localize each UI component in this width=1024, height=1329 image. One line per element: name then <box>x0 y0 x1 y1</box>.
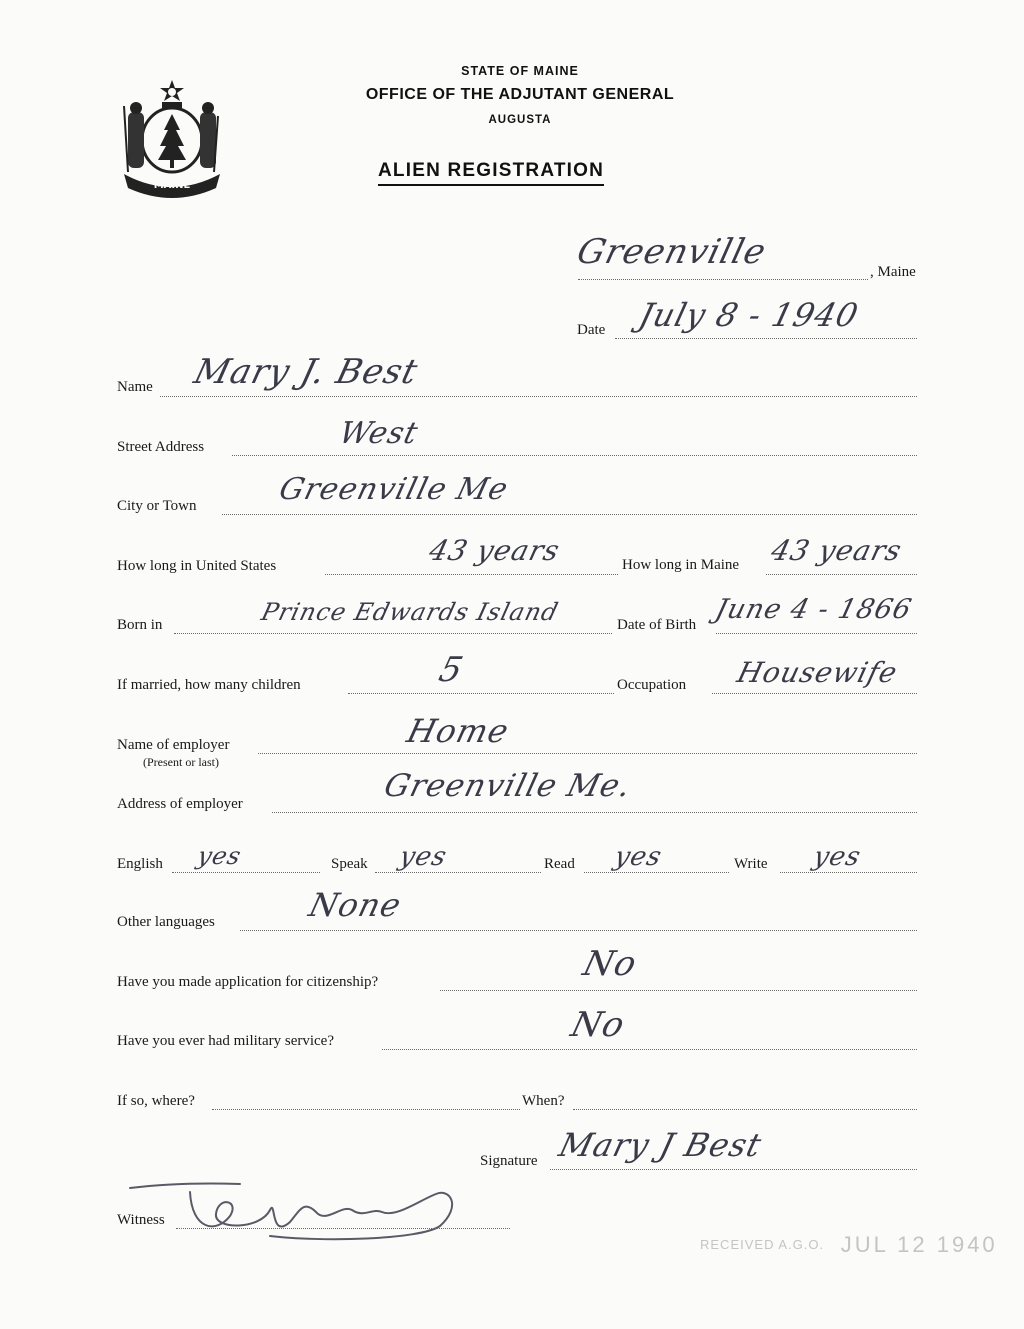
how-long-maine-label: How long in Maine <box>622 557 740 573</box>
children-line <box>348 693 614 694</box>
employer-address-line <box>272 812 917 813</box>
date-of-birth-label: Date of Birth <box>617 617 697 633</box>
date-label: Date <box>577 322 606 338</box>
witness-signature-icon <box>120 1170 480 1250</box>
date-value: July 8 - 1940 <box>635 296 863 334</box>
if-so-where-line <box>212 1109 520 1110</box>
children-label: If married, how many children <box>117 677 301 693</box>
how-long-us-line <box>325 574 618 575</box>
english-value: yes <box>194 842 245 870</box>
military-label: Have you ever had military service? <box>117 1033 334 1049</box>
read-line <box>584 872 729 873</box>
received-stamp <box>700 1232 998 1258</box>
date-line <box>615 338 917 339</box>
write-value: yes <box>810 842 865 872</box>
town-value: Greenville <box>573 232 771 272</box>
military-line <box>382 1049 917 1050</box>
street-address-value: West <box>335 416 422 451</box>
signature-line <box>550 1169 917 1170</box>
date-of-birth-line <box>716 633 917 634</box>
english-line <box>172 872 320 873</box>
speak-line <box>375 872 541 873</box>
other-languages-line <box>240 930 917 931</box>
state-heading: STATE OF MAINE <box>461 64 579 78</box>
when-label: When? <box>522 1093 565 1109</box>
name-line <box>160 396 917 397</box>
born-in-line <box>174 633 612 634</box>
born-in-value: Prince Edwards Island <box>258 598 562 626</box>
occupation-label: Occupation <box>617 677 687 693</box>
date-of-birth-value: June 4 - 1866 <box>712 594 916 625</box>
if-so-where-label: If so, where? <box>117 1093 195 1109</box>
speak-value: yes <box>396 842 451 872</box>
citizenship-label: Have you made application for citizenship? <box>117 974 379 990</box>
write-line <box>780 872 917 873</box>
office-heading: OFFICE OF THE ADJUTANT GENERAL <box>365 86 675 103</box>
name-value: Mary J. Best <box>190 352 423 392</box>
signature-label: Signature <box>480 1153 538 1169</box>
read-value: yes <box>611 842 666 872</box>
city-town-value: Greenville Me <box>275 472 513 507</box>
how-long-maine-line <box>766 574 917 575</box>
name-label: Name <box>117 379 153 395</box>
citizenship-value: No <box>579 944 642 984</box>
military-value: No <box>567 1005 630 1045</box>
children-value: 5 <box>435 650 468 690</box>
employer-name-value: Home <box>403 712 514 750</box>
employer-name-label: Name of employer <box>117 737 230 753</box>
city-town-label: City or Town <box>117 498 197 514</box>
employer-name-line <box>258 753 917 754</box>
witness-line <box>176 1228 510 1229</box>
witness-label: Witness <box>117 1212 165 1228</box>
signature-value: Mary J Best <box>555 1126 766 1164</box>
received-stamp-text: RECEIVED A.G.O. <box>700 1237 825 1252</box>
citizenship-line <box>440 990 917 991</box>
city-town-line <box>222 514 917 515</box>
town-line <box>578 279 868 280</box>
write-label: Write <box>734 856 768 872</box>
street-address-label: Street Address <box>117 439 205 455</box>
maine-suffix-label: , Maine <box>870 264 916 280</box>
received-stamp-date: JUL 12 1940 <box>840 1232 998 1257</box>
english-label: English <box>117 856 163 872</box>
speak-label: Speak <box>331 856 368 872</box>
employer-address-label: Address of employer <box>117 796 243 812</box>
occupation-value: Housewife <box>733 656 902 689</box>
occupation-line <box>712 693 917 694</box>
seal-banner-text: MAINE <box>153 180 191 191</box>
how-long-us-value: 43 years <box>425 534 564 567</box>
read-label: Read <box>544 856 575 872</box>
other-languages-value: None <box>305 886 406 924</box>
born-in-label: Born in <box>117 617 163 633</box>
other-languages-label: Other languages <box>117 914 215 930</box>
when-line <box>573 1109 917 1110</box>
employer-address-value: Greenville Me. <box>380 768 636 804</box>
street-address-line <box>232 455 917 456</box>
how-long-us-label: How long in United States <box>117 558 277 574</box>
how-long-maine-value: 43 years <box>767 534 906 567</box>
form-title: ALIEN REGISTRATION <box>378 160 604 186</box>
employer-note-label: (Present or last) <box>143 755 219 769</box>
city-heading: AUGUSTA <box>488 114 552 126</box>
